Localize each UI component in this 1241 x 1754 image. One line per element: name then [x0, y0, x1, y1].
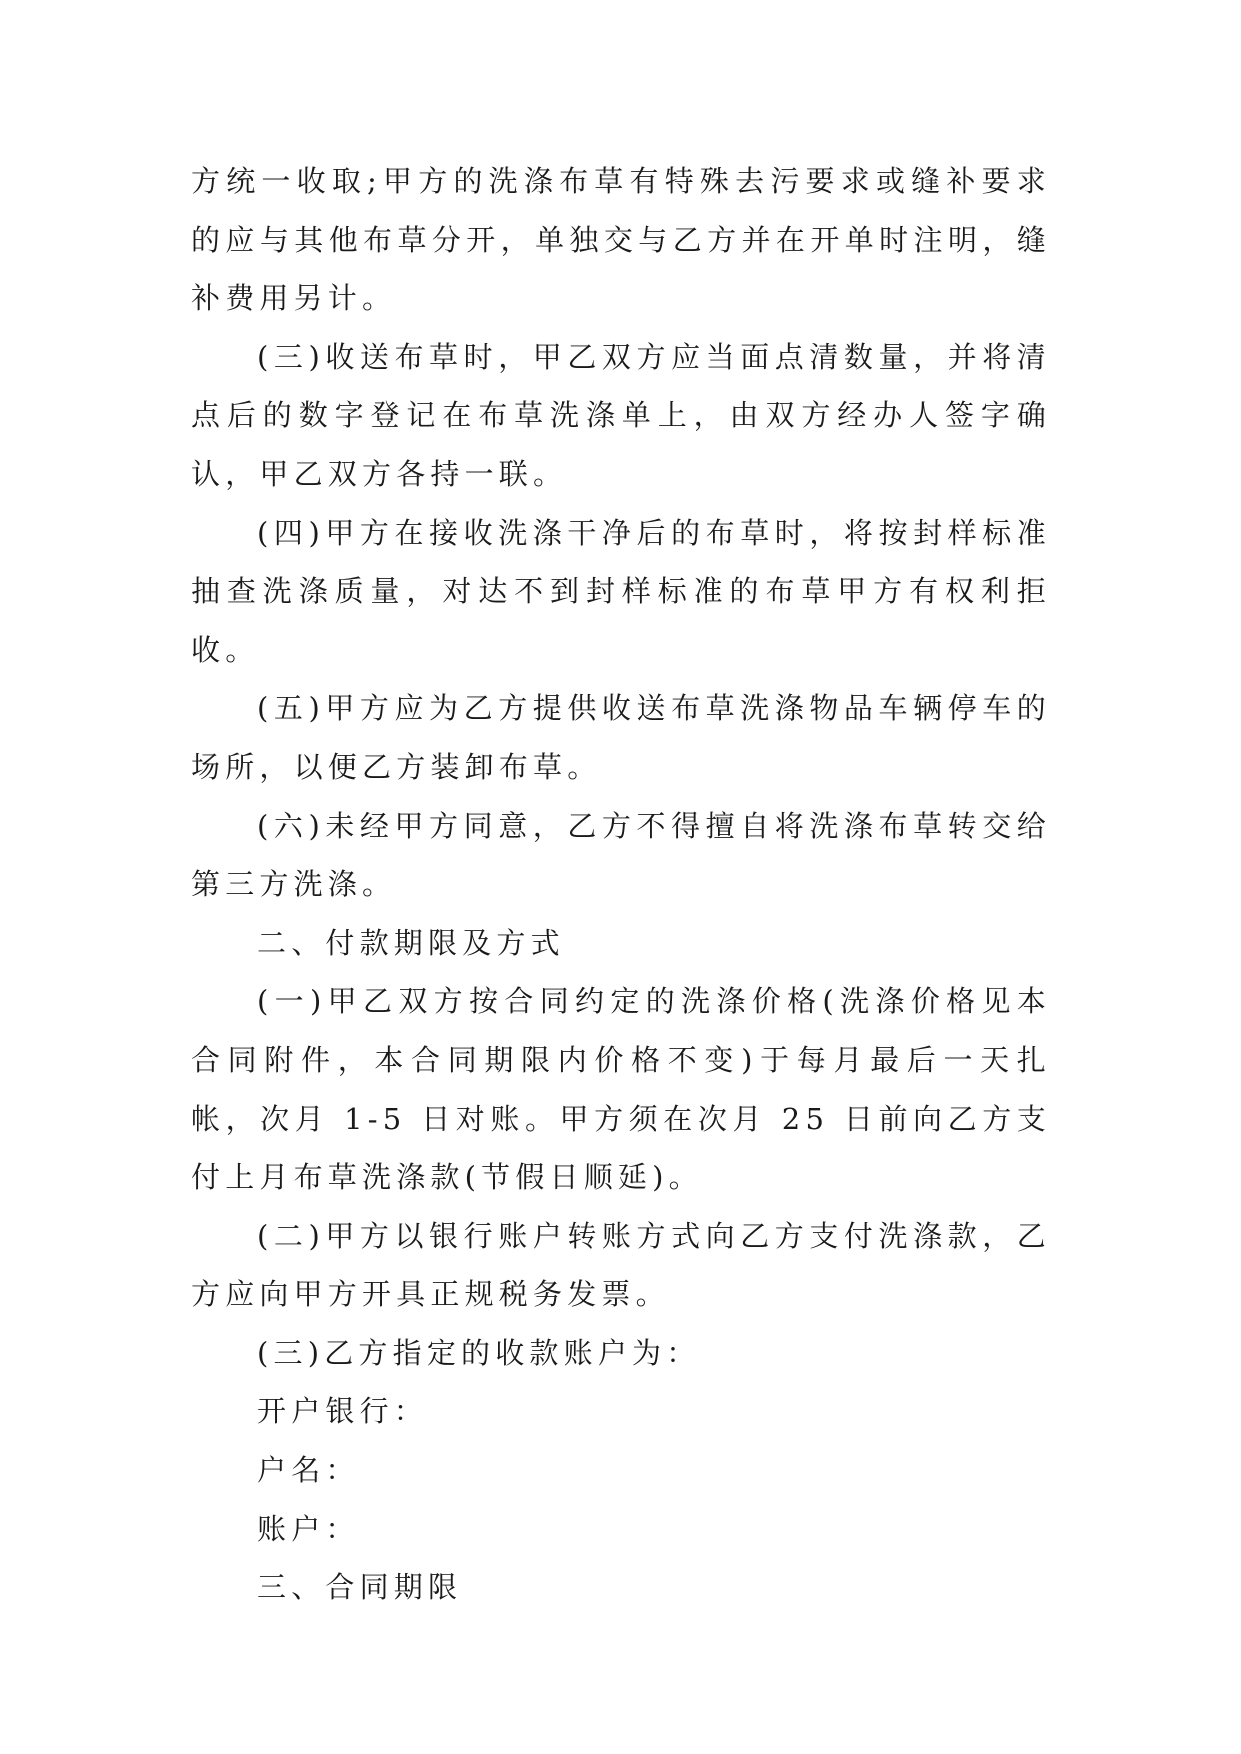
paragraph-payment-2-transfer: (二)甲方以银行账户转账方式向乙方支付洗涤款，乙方应向甲方开具正规税务发票。 — [191, 1218, 1051, 1312]
paragraph-laundry-requirements: 方统一收取;甲方的洗涤布草有特殊去污要求或缝补要求的应与其他布草分开，单独交与乙方并在开单时注明，缝补费用另计。 — [191, 164, 1051, 316]
section-heading-contract-term: 三、合同期限 — [257, 1570, 463, 1605]
field-account-name: 户名： — [257, 1453, 360, 1488]
paragraph-clause-5-parking: (五)甲方应为乙方提供收送布草洗涤物品车辆停车的场所，以便乙方装卸布草。 — [191, 691, 1051, 784]
paragraph-payment-1-settlement: (一)甲乙双方按合同约定的洗涤价格(洗涤价格见本合同附件，本合同期限内价格不变)于每月最后一天扎帐，次月 1-5 日对账。甲方须在次月 25 日前向乙方支付上月布草洗涤款(节假日顺延)。 — [191, 984, 1051, 1195]
paragraph-clause-4-inspection: (四)甲方在接收洗涤干净后的布草时，将按封样标准抽查洗涤质量，对达不到封样标准的布草甲方有权利拒收。 — [191, 515, 1051, 667]
document-page — [191, 152, 1051, 1617]
paragraph-clause-6-no-transfer: (六)未经甲方同意，乙方不得擅自将洗涤布草转交给第三方洗涤。 — [191, 808, 1051, 902]
paragraph-payment-3-account: (三)乙方指定的收款账户为： — [257, 1335, 701, 1370]
field-bank-name: 开户银行： — [257, 1394, 429, 1429]
field-account-number: 账户： — [257, 1511, 360, 1546]
section-heading-payment: 二、付款期限及方式 — [257, 925, 565, 960]
paragraph-clause-3-counting: (三)收送布草时，甲乙双方应当面点清数量，并将清点后的数字登记在布草洗涤单上，由双方经办人签字确认，甲乙双方各持一联。 — [191, 339, 1051, 491]
